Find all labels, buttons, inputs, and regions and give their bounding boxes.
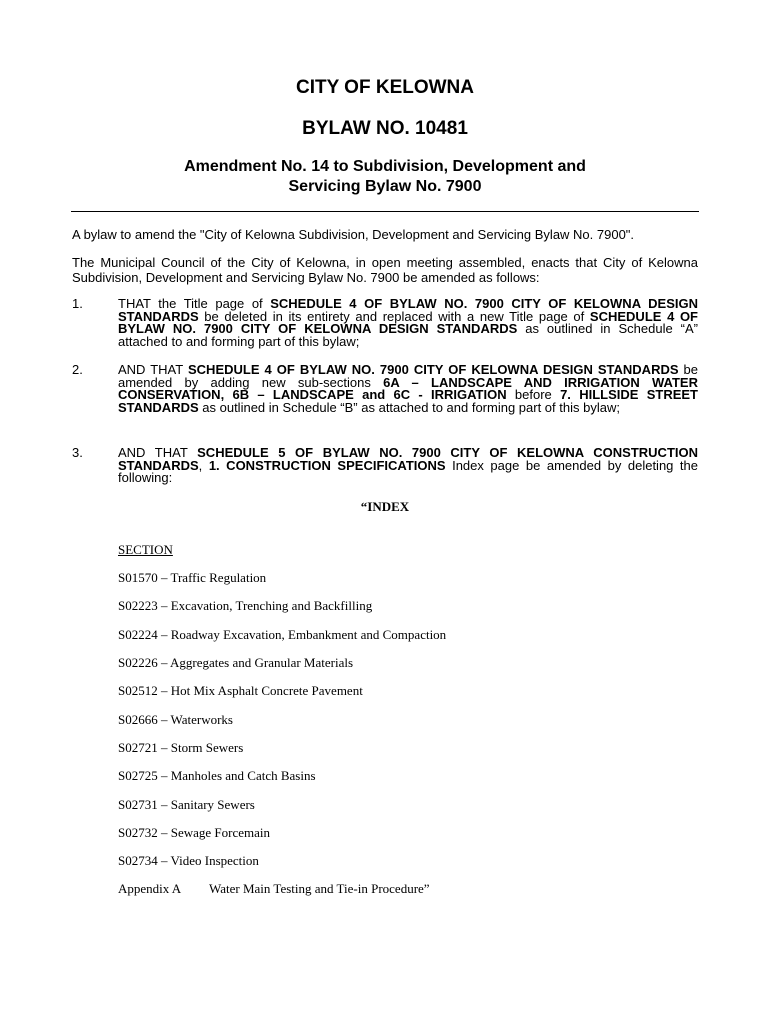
item-1-bold-2: SCHEDULE 4 OF BYLAW NO. 7900 CITY OF KELOWNA DESIGN STANDARDS <box>118 308 699 336</box>
item-1-part-1: THAT the Title page of <box>118 296 271 311</box>
item-3-text <box>118 447 698 485</box>
item-1-text <box>118 298 698 348</box>
index-section-item: S02725 – Manholes and Catch Basins <box>118 768 316 783</box>
item-number-3: 3. <box>72 445 83 460</box>
index-section-item: S02732 – Sewage Forcemain <box>118 825 271 840</box>
intro-paragraph: A bylaw to amend the "City of Kelowna Subdivision, Development and Servicing Bylaw No. 7900". <box>72 227 635 242</box>
item-number-2: 2. <box>72 362 83 377</box>
item-2-bold-1: SCHEDULE 4 OF BYLAW NO. 7900 CITY OF KELOWNA DESIGN STANDARDS <box>188 362 679 377</box>
index-title: “INDEX <box>360 499 410 514</box>
index-section-item: S02666 – Waterworks <box>118 712 233 727</box>
item-2-text <box>118 364 698 414</box>
item-3-part-1: AND THAT <box>118 445 198 460</box>
item-2-bold-3: 7. HILLSIDE STREET STANDARDS <box>118 387 698 415</box>
item-3-bold-1: SCHEDULE 5 OF BYLAW NO. 7900 CITY OF KELOWNA CONSTRUCTION STANDARDS <box>118 445 699 473</box>
item-3-part-3: Index page be amended by deleting the following: <box>118 457 699 485</box>
index-section-item: S01570 – Traffic Regulation <box>118 570 267 585</box>
index-section-item: S02223 – Excavation, Trenching and Backfilling <box>118 598 373 613</box>
header-divider <box>71 211 699 212</box>
item-2-part-4: as outlined in Schedule “B” as attached to and forming part of this bylaw; <box>198 399 620 415</box>
item-1-part-3: as outlined in Schedule “A” attached to and forming part of this bylaw; <box>118 321 698 349</box>
index-section-item: S02224 – Roadway Excavation, Embankment and Compaction <box>118 627 447 642</box>
item-1-bold-1: SCHEDULE 4 OF BYLAW NO. 7900 CITY OF KELOWNA DESIGN STANDARDS <box>118 296 698 324</box>
item-3-bold-2: 1. CONSTRUCTION SPECIFICATIONS <box>208 457 446 473</box>
subtitle-line-1: Amendment No. 14 to Subdivision, Development and <box>184 158 586 175</box>
city-heading: CITY OF KELOWNA <box>295 77 475 98</box>
index-section-item: S02731 – Sanitary Sewers <box>118 797 255 812</box>
bylaw-number-heading: BYLAW NO. 10481 <box>302 118 468 139</box>
index-section-item: S02734 – Video Inspection <box>118 853 259 868</box>
appendix-text: Water Main Testing and Tie-in Procedure” <box>209 881 430 896</box>
index-section-item: S02721 – Storm Sewers <box>118 740 244 755</box>
item-2-part-2: be amended by adding new sub-sections <box>118 362 698 390</box>
item-2-part-1: AND THAT <box>118 362 188 377</box>
item-3-part-2: , <box>198 457 209 473</box>
appendix-label: Appendix A <box>118 881 182 896</box>
item-2-part-3: before <box>506 387 561 402</box>
item-2-bold-2: 6A – LANDSCAPE AND IRRIGATION WATER CONSERVATION, 6B – LANDSCAPE and 6C - IRRIGATION <box>118 374 698 402</box>
section-header: SECTION <box>118 542 173 557</box>
item-1-part-2: be deleted in its entirety and replaced with a new Title page of <box>198 308 590 324</box>
index-section-item: S02226 – Aggregates and Granular Materials <box>118 655 354 670</box>
item-number-1: 1. <box>72 296 83 311</box>
preamble-paragraph: The Municipal Council of the City of Kelowna, in open meeting assembled, enacts that City of Kelowna Subdivision, Development and Servicing Bylaw No. 7900 be amended as follows: <box>72 255 698 285</box>
index-section-item: S02512 – Hot Mix Asphalt Concrete Pavement <box>118 683 363 698</box>
subtitle-line-2: Servicing Bylaw No. 7900 <box>288 178 482 195</box>
